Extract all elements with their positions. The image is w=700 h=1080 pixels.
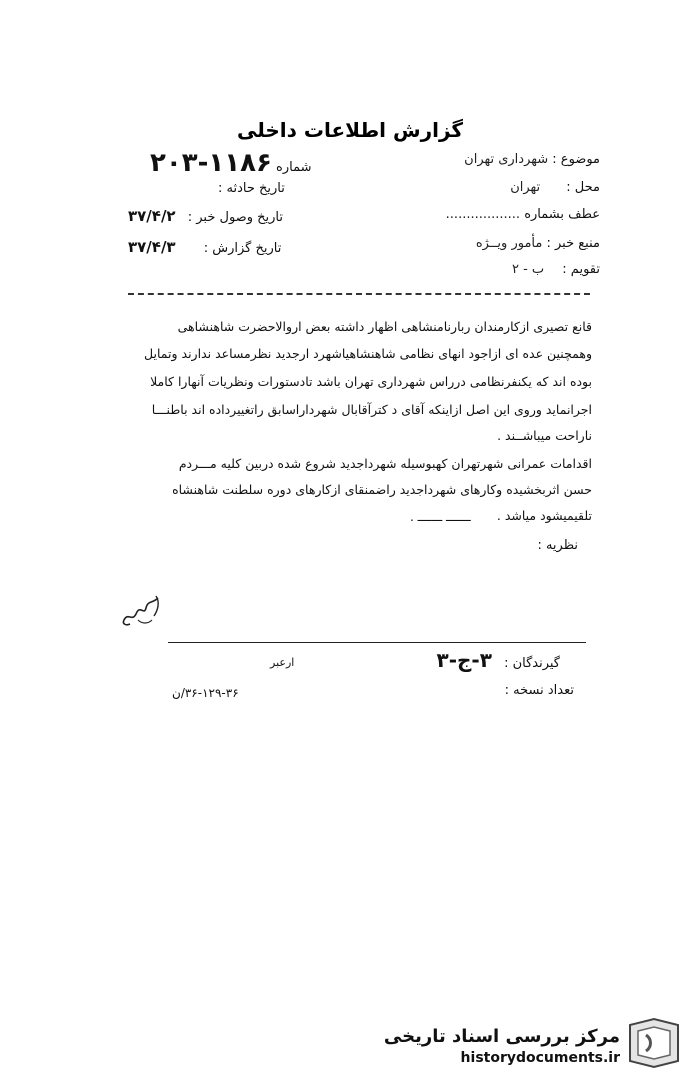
event-date-field <box>218 181 285 196</box>
document-title: گزارش اطلاعات داخلی <box>236 118 464 142</box>
source-field <box>476 236 600 251</box>
reference-label: عطف بشماره <box>524 207 600 222</box>
receipt-date-field <box>128 207 283 225</box>
signature <box>118 594 166 630</box>
subject-label: موضوع : <box>552 152 600 167</box>
archive-logo-icon <box>624 1017 682 1069</box>
subject-field <box>464 152 600 167</box>
number-field <box>150 148 312 178</box>
place-label: محل : <box>566 180 600 195</box>
signature-divider <box>168 642 586 643</box>
body-line-7: حسن اثربخشیده وکارهای شهرداجدید راضمنقای ازکارهای دوره سلطنت شاهنشاه <box>172 482 592 497</box>
body-line-2: وهمچنین عده ای ازاجود انهای نظامی شاهنشاهیاشهرد ارجدید نظرمساعد ندارند وتمایل <box>144 346 592 361</box>
footer-org-name: مرکز بررسی اسناد تاریخی <box>383 1026 620 1047</box>
body-line-8: تلقیمیشود میاشد . <box>496 508 592 523</box>
number-label: شماره <box>276 160 312 175</box>
body-line-6: اقدامات عمرانی شهرتهران کهبوسیله شهرداجدید شروع شده دربین کلیه مـــردم <box>178 456 592 471</box>
reference-value: .................. <box>445 207 521 222</box>
tail-mark: ـــــــ ـــــــ . <box>410 510 471 524</box>
source-value: مأمور ویــژه <box>475 236 543 251</box>
event-date-label: تاریخ حادثه : <box>218 181 285 196</box>
place-field <box>510 180 600 195</box>
opinion-label: نظریه : <box>537 538 578 553</box>
place-value: تهران <box>510 180 541 195</box>
recipients-field <box>436 648 560 672</box>
body-line-1: قانع تصیری ازکارمندان ربارنامنشاهی اظهار داشته بعض اروالاحضرت شاهنشاهی <box>177 319 592 334</box>
receipt-date-label: تاریخ وصول خبر : <box>187 210 283 225</box>
evaluation-value: ب - ۲ <box>511 262 545 277</box>
number-value: ۱۱۸۶-۲۰۳ <box>150 148 272 178</box>
body-line-5: ناراحت میباشــند . <box>497 428 592 443</box>
evaluation-field <box>512 262 600 277</box>
report-date-value: ۳۷/۴/۳ <box>128 238 176 256</box>
copies-label: تعداد نسخه : <box>504 683 574 698</box>
report-date-field <box>128 238 281 256</box>
subject-value: شهرداری تهران <box>464 152 549 167</box>
body-line-4: اجرانماید وروی این اصل ازاینکه آقای د کترآقابال شهرداراسابق راتغییرداده اند باطنـــا <box>151 402 592 417</box>
report-date-label: تاریخ گزارش : <box>203 241 282 256</box>
recipients-value: ۳-ج-۳ <box>436 648 492 672</box>
archive-number: ۳۶-۱۲۹-۳۶/ن <box>172 686 239 700</box>
evaluation-label: تقویم : <box>562 262 600 277</box>
footer-url[interactable]: historydocuments.ir <box>460 1050 620 1066</box>
side-note: ارعبر <box>270 656 295 669</box>
recipients-label: گیرندگان : <box>504 656 560 671</box>
body-line-3: بوده اند که یکنفرنظامی درراس شهرداری تهران باشد تادستورات ونظریات آنهارا کاملا <box>150 374 592 389</box>
receipt-date-value: ۳۷/۴/۲ <box>128 207 176 225</box>
header-divider <box>128 293 590 295</box>
reference-field <box>446 207 600 222</box>
source-label: منبع خبر : <box>546 236 600 251</box>
